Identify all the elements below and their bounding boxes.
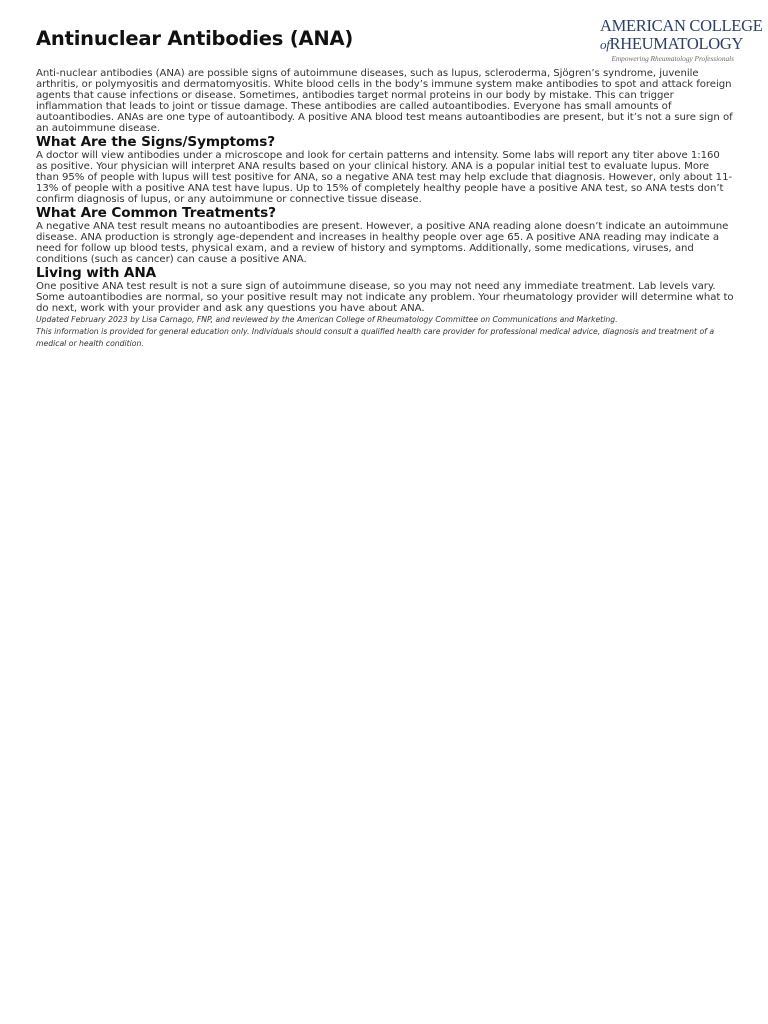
updated-note: Updated February 2023 by Lisa Carnago, FNP, and reviewed by the American College of Rheumatology Committee on Communications and Marketing. <box>36 315 618 324</box>
document-header <box>36 16 763 63</box>
intro-paragraph: Anti-nuclear antibodies (ANA) are possible signs of autoimmune diseases, such as lupus, scleroderma, Sjögren’s syndrome, juvenile arthritis, or polymyositis and dermatomyositis. White blood cells in the body’s immune system make antibodies to spot and attack foreign agents that cause infections or disease. Sometimes, antibodies target normal proteins in our body by mistake. This can trigger inflammation that leads to joint or tissue damage. These antibodies are called autoantibodies. Everyone has small amounts of autoantibodies. ANAs are one type of autoantibody. A positive ANA blood test means autoantibodies are present, but it’s not a sure sign of an autoimmune disease. <box>36 68 733 134</box>
document-page <box>36 16 763 350</box>
logo-of: of <box>600 36 610 52</box>
section-text-living-with-ana: One positive ANA test result is not a sure sign of autoimmune disease, so you may not need any immediate treatment. Lab levels vary. Some autoantibodies are normal, so your positive result may not indicate any problem. Your rheumatology provider will determine what to do next, work with your provider and ask any questions you have about ANA. <box>36 281 734 314</box>
section-text-common-treatments: A negative ANA test result means no autoantibodies are present. However, a positive ANA reading alone doesn’t indicate an autoimmune disease. ANA production is strongly age-dependent and increases in healthy people over age 65. A positive ANA reading may indicate a need for follow up blood tests, physical exam, and a review of history and symptoms. Additionally, some medications, viruses, and conditions (such as cancer) can cause a positive ANA. <box>36 221 729 265</box>
page-title: Antinuclear Antibodies (ANA) <box>36 27 354 50</box>
disclaimer-note: This information is provided for general education only. Individuals should consult a qualified health care provider for professional medical advice, diagnosis and treatment of a medical or health condition. <box>36 327 715 348</box>
section-text-signs-symptoms: A doctor will view antibodies under a microscope and look for certain patterns and intensity. Some labs will report any titer above 1:160 as positive. Your physician will interpret ANA results based on your clinical history. ANA is a popular initial test to evaluate lupus. More than 95% of people with lupus will test positive for ANA, so a negative ANA test may help exclude that diagnosis. However, only about 11-13% of people with a positive ANA test have lupus. Up to 15% of completely healthy people have a positive ANA test, so ANA tests don’t confirm diagnosis of lupus, or any autoimmune or connective tissue disease. <box>36 150 733 205</box>
section-heading-living-with-ana: Living with ANA <box>36 265 157 281</box>
logo-line-rheumatology <box>600 33 744 53</box>
section-heading-common-treatments: What Are Common Treatments? <box>36 205 276 221</box>
acr-logo <box>600 16 763 63</box>
logo-line-american-college: AMERICAN COLLEGE <box>600 16 763 35</box>
section-heading-signs-symptoms: What Are the Signs/Symptoms? <box>36 134 276 150</box>
logo-rheumatology: RHEUMATOLOGY <box>609 33 744 53</box>
logo-tagline: Empowering Rheumatology Professionals <box>611 54 734 63</box>
